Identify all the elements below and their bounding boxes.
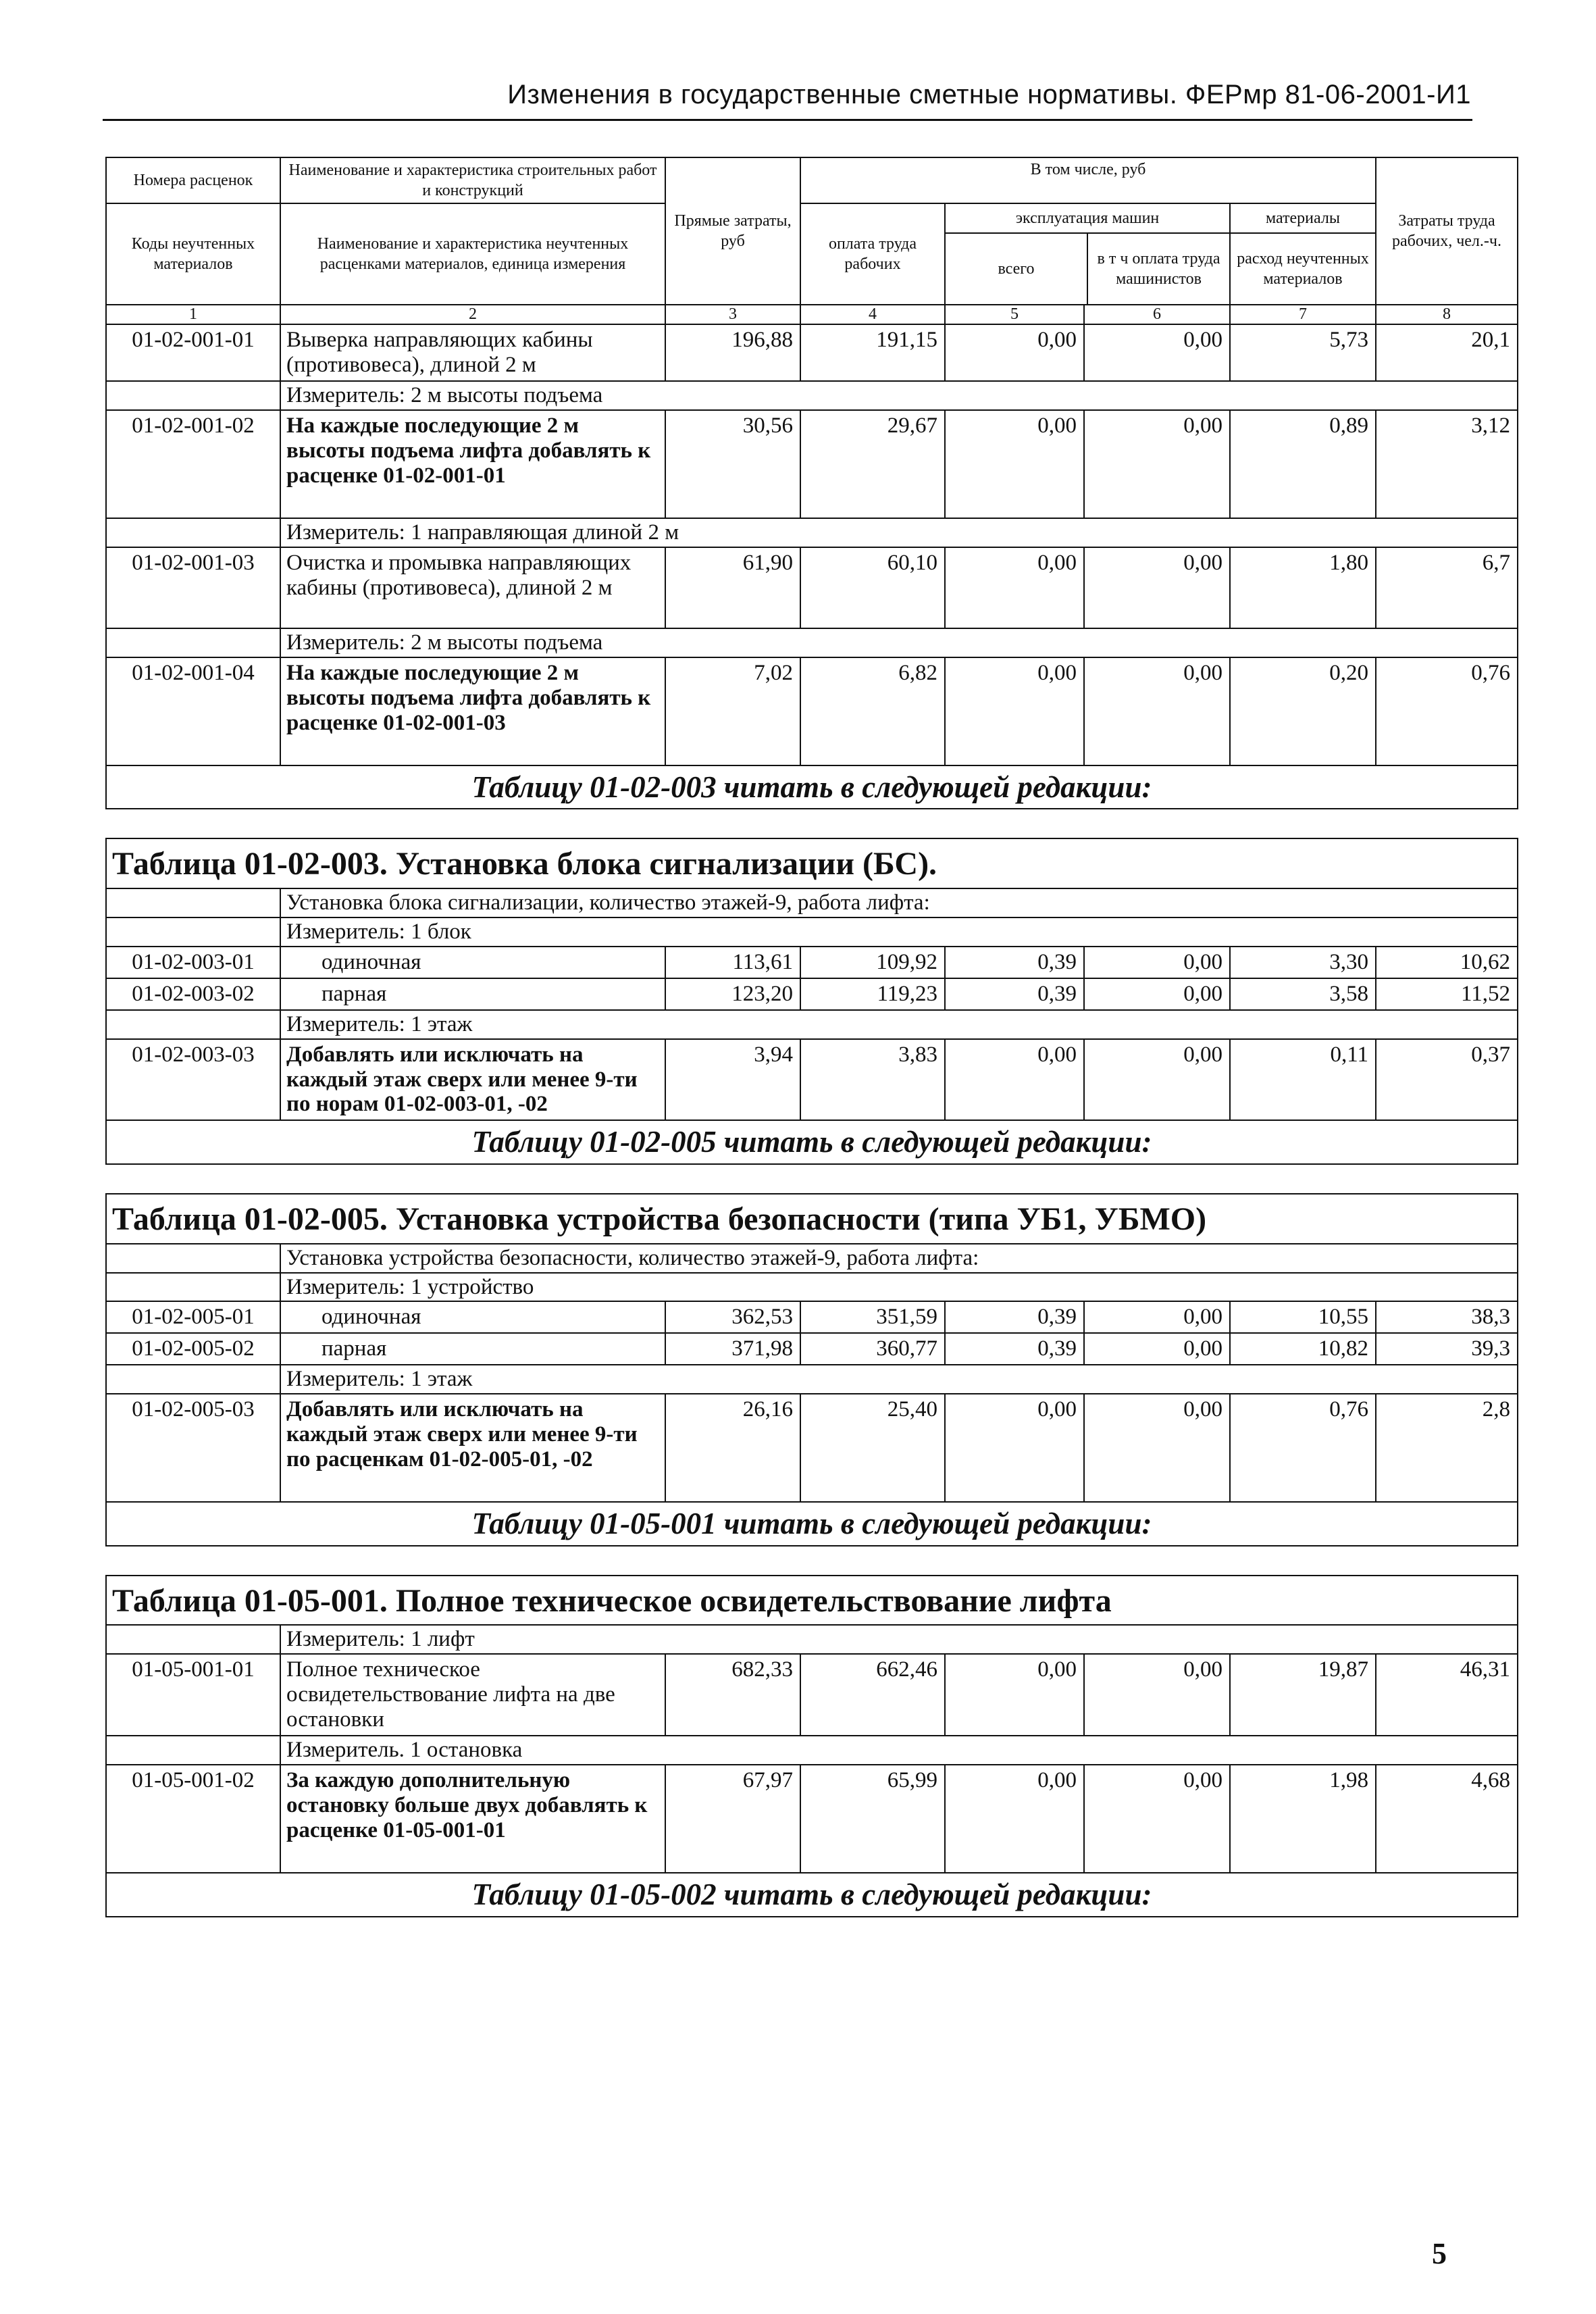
rate-machines: 0,00 (945, 1394, 1084, 1502)
rate-name: Очистка и промывка направляющих кабины (противовеса), длиной 2 м (280, 547, 665, 628)
col-materials-group (1230, 203, 1376, 305)
col-machines: эксплуатация машин (946, 204, 1229, 233)
rate-machines: 0,39 (945, 1301, 1084, 1333)
edition-note: Таблицу 01-05-001 читать в следующей редакции: (106, 1502, 1518, 1545)
table-description: Установка блока сигнализации, количество этажей-9, работа лифта: (280, 888, 1518, 917)
col-labor: Затраты труда рабочих, чел.-ч. (1376, 157, 1518, 305)
table-row (106, 547, 1518, 628)
rate-direct: 123,20 (665, 978, 800, 1010)
rate-code: 01-02-001-02 (106, 410, 280, 518)
measure-unit: Измеритель: 2 м высоты подъема (280, 381, 1518, 410)
rate-machines: 0,39 (945, 947, 1084, 978)
rate-labor: 10,62 (1376, 947, 1518, 978)
rate-machines: 0,39 (945, 1333, 1084, 1365)
rate-name: парная (280, 978, 665, 1010)
rate-materials: 0,20 (1230, 657, 1376, 765)
measure-unit: Измеритель: 1 лифт (280, 1625, 1518, 1654)
measure-row (106, 628, 1518, 657)
rate-machines: 0,00 (945, 1039, 1084, 1121)
rate-machines: 0,00 (945, 1654, 1084, 1736)
rate-wages: 109,92 (800, 947, 945, 978)
rate-materials: 3,30 (1230, 947, 1376, 978)
col-number: 2 (280, 305, 665, 324)
rate-labor: 38,3 (1376, 1301, 1518, 1333)
rate-machines: 0,00 (945, 1765, 1084, 1873)
table-row (106, 947, 1518, 978)
rate-labor: 0,37 (1376, 1039, 1518, 1121)
rate-direct: 67,97 (665, 1765, 800, 1873)
rate-materials: 5,73 (1230, 324, 1376, 381)
rate-materials: 10,82 (1230, 1333, 1376, 1365)
table-row (106, 978, 1518, 1010)
spacer (106, 1164, 1518, 1194)
rates-table-001 (105, 157, 1518, 1917)
col-machines-group (945, 203, 1230, 305)
rate-wages: 119,23 (800, 978, 945, 1010)
rate-drivers: 0,00 (1084, 1654, 1230, 1736)
rate-drivers: 0,00 (1084, 324, 1230, 381)
measure-unit: Измеритель: 1 направляющая длиной 2 м (280, 518, 1518, 547)
rate-direct: 30,56 (665, 410, 800, 518)
rate-code: 01-02-001-04 (106, 657, 280, 765)
rate-materials: 1,80 (1230, 547, 1376, 628)
rate-machines: 0,00 (945, 547, 1084, 628)
rate-code: 01-02-005-01 (106, 1301, 280, 1333)
measure-unit: Измеритель: 1 устройство (280, 1273, 1518, 1302)
rate-labor: 46,31 (1376, 1654, 1518, 1736)
rate-code: 01-05-001-01 (106, 1654, 280, 1736)
rate-drivers: 0,00 (1084, 1039, 1230, 1121)
rate-code: 01-02-001-03 (106, 547, 280, 628)
col-number: 6 (1084, 305, 1230, 324)
table-row (106, 1394, 1518, 1502)
rate-wages: 191,15 (800, 324, 945, 381)
rate-name: одиночная (280, 1301, 665, 1333)
rate-direct: 682,33 (665, 1654, 800, 1736)
rate-labor: 4,68 (1376, 1765, 1518, 1873)
rate-direct: 7,02 (665, 657, 800, 765)
rate-machines: 0,00 (945, 410, 1084, 518)
rate-labor: 20,1 (1376, 324, 1518, 381)
rate-drivers: 0,00 (1084, 978, 1230, 1010)
col-number: 7 (1230, 305, 1376, 324)
rate-labor: 6,7 (1376, 547, 1518, 628)
rate-code: 01-05-001-02 (106, 1765, 280, 1873)
rate-labor: 0,76 (1376, 657, 1518, 765)
rate-name: Выверка направляющих кабины (противовеса), длиной 2 м (280, 324, 665, 381)
edition-note: Таблицу 01-05-002 читать в следующей редакции: (106, 1873, 1518, 1916)
header-rule (103, 119, 1472, 121)
rate-machines: 0,00 (945, 324, 1084, 381)
edition-note: Таблицу 01-02-005 читать в следующей редакции: (106, 1120, 1518, 1163)
rate-direct: 113,61 (665, 947, 800, 978)
measure-unit: Измеритель: 1 этаж (280, 1365, 1518, 1394)
document-header: Изменения в государственные сметные нормативы. ФЕРмр 81-06-2001-И1 (507, 80, 1471, 109)
rate-name: одиночная (280, 947, 665, 978)
rate-wages: 360,77 (800, 1333, 945, 1365)
rate-direct: 61,90 (665, 547, 800, 628)
rate-drivers: 0,00 (1084, 1301, 1230, 1333)
rate-wages: 3,83 (800, 1039, 945, 1121)
measure-unit: Измеритель: 2 м высоты подъема (280, 628, 1518, 657)
col-number: 4 (800, 305, 945, 324)
rate-direct: 3,94 (665, 1039, 800, 1121)
col-total: всего (946, 233, 1087, 304)
rate-materials: 3,58 (1230, 978, 1376, 1010)
rate-materials: 10,55 (1230, 1301, 1376, 1333)
table-row (106, 1654, 1518, 1736)
table-row (106, 410, 1518, 518)
rate-labor: 39,3 (1376, 1333, 1518, 1365)
table-description: Установка устройства безопасности, количество этажей-9, работа лифта: (280, 1244, 1518, 1273)
rate-drivers: 0,00 (1084, 547, 1230, 628)
table-row (106, 324, 1518, 381)
table-row (106, 1333, 1518, 1365)
rate-code: 01-02-003-03 (106, 1039, 280, 1121)
measure-unit: Измеритель: 1 блок (280, 917, 1518, 947)
col-number: 8 (1376, 305, 1518, 324)
table-row (106, 1039, 1518, 1121)
col-materials: материалы (1231, 204, 1375, 233)
rate-drivers: 0,00 (1084, 1765, 1230, 1873)
spacer (106, 1546, 1518, 1576)
rate-name: На каждые последующие 2 м высоты подъема лифта добавлять к расценке 01-02-001-01 (280, 410, 665, 518)
col-name-bottom: Наименование и характеристика неучтенных расценками материалов, единица измерения (280, 203, 665, 305)
rate-drivers: 0,00 (1084, 410, 1230, 518)
rate-materials: 0,89 (1230, 410, 1376, 518)
measure-row (106, 518, 1518, 547)
edition-note: Таблицу 01-02-003 читать в следующей редакции: (106, 765, 1518, 809)
rate-direct: 371,98 (665, 1333, 800, 1365)
col-number: 3 (665, 305, 800, 324)
rate-drivers: 0,00 (1084, 1333, 1230, 1365)
col-unaccounted: расход неучтенных материалов (1237, 250, 1369, 288)
rate-labor: 2,8 (1376, 1394, 1518, 1502)
rate-drivers: 0,00 (1084, 1394, 1230, 1502)
rate-labor: 3,12 (1376, 410, 1518, 518)
col-drivers: в т ч оплата труда машинистов (1097, 250, 1220, 288)
table-row (106, 657, 1518, 765)
rate-wages: 25,40 (800, 1394, 945, 1502)
rate-labor: 11,52 (1376, 978, 1518, 1010)
measure-row (106, 381, 1518, 410)
col-number: 5 (945, 305, 1084, 324)
measure-unit: Измеритель. 1 остановка (280, 1736, 1518, 1765)
table-row (106, 1301, 1518, 1333)
rate-wages: 6,82 (800, 657, 945, 765)
rate-name: Полное техническое освидетельствование лифта на две остановки (280, 1654, 665, 1736)
rate-direct: 26,16 (665, 1394, 800, 1502)
rate-code: 01-02-001-01 (106, 324, 280, 381)
table-title: Таблица 01-02-005. Установка устройства безопасности (типа УБ1, УБМО) (106, 1194, 1518, 1244)
col-code-bottom: Коды неучтенных материалов (106, 203, 280, 305)
rate-name: Добавлять или исключать на каждый этаж сверх или менее 9-ти по расценкам 01-02-005-01, -02 (280, 1394, 665, 1502)
rate-direct: 362,53 (665, 1301, 800, 1333)
rate-wages: 662,46 (800, 1654, 945, 1736)
col-wages: оплата труда рабочих (800, 203, 945, 305)
spacer (106, 809, 1518, 838)
table-title: Таблица 01-02-003. Установка блока сигнализации (БС). (106, 838, 1518, 888)
col-number: 1 (106, 305, 280, 324)
rate-name: парная (280, 1333, 665, 1365)
rate-code: 01-02-005-03 (106, 1394, 280, 1502)
rate-materials: 1,98 (1230, 1765, 1376, 1873)
rate-drivers: 0,00 (1084, 657, 1230, 765)
rate-materials: 0,11 (1230, 1039, 1376, 1121)
rate-materials: 19,87 (1230, 1654, 1376, 1736)
rate-wages: 29,67 (800, 410, 945, 518)
rate-wages: 60,10 (800, 547, 945, 628)
rate-machines: 0,00 (945, 657, 1084, 765)
rate-wages: 351,59 (800, 1301, 945, 1333)
rate-wages: 65,99 (800, 1765, 945, 1873)
rate-name: Добавлять или исключать на каждый этаж сверх или менее 9-ти по норам 01-02-003-01, -02 (280, 1039, 665, 1121)
col-direct: Прямые затраты, руб (665, 157, 800, 305)
col-code-top: Номера расценок (106, 157, 280, 203)
col-incl: В том числе, руб (800, 157, 1376, 203)
rate-drivers: 0,00 (1084, 947, 1230, 978)
table-title: Таблица 01-05-001. Полное техническое освидетельствование лифта (106, 1576, 1518, 1626)
rate-materials: 0,76 (1230, 1394, 1376, 1502)
rate-machines: 0,39 (945, 978, 1084, 1010)
rate-name: На каждые последующие 2 м высоты подъема лифта добавлять к расценке 01-02-001-03 (280, 657, 665, 765)
measure-unit: Измеритель: 1 этаж (280, 1010, 1518, 1039)
col-name-top: Наименование и характеристика строительных работ и конструкций (280, 157, 665, 203)
page-number: 5 (1432, 2237, 1447, 2270)
rate-code: 01-02-005-02 (106, 1333, 280, 1365)
edition-note-row (106, 765, 1518, 809)
rate-direct: 196,88 (665, 324, 800, 381)
table-row (106, 1765, 1518, 1873)
rate-name: За каждую дополнительную остановку больше двух добавлять к расценке 01-05-001-01 (280, 1765, 665, 1873)
rate-code: 01-02-003-02 (106, 978, 280, 1010)
rate-code: 01-02-003-01 (106, 947, 280, 978)
